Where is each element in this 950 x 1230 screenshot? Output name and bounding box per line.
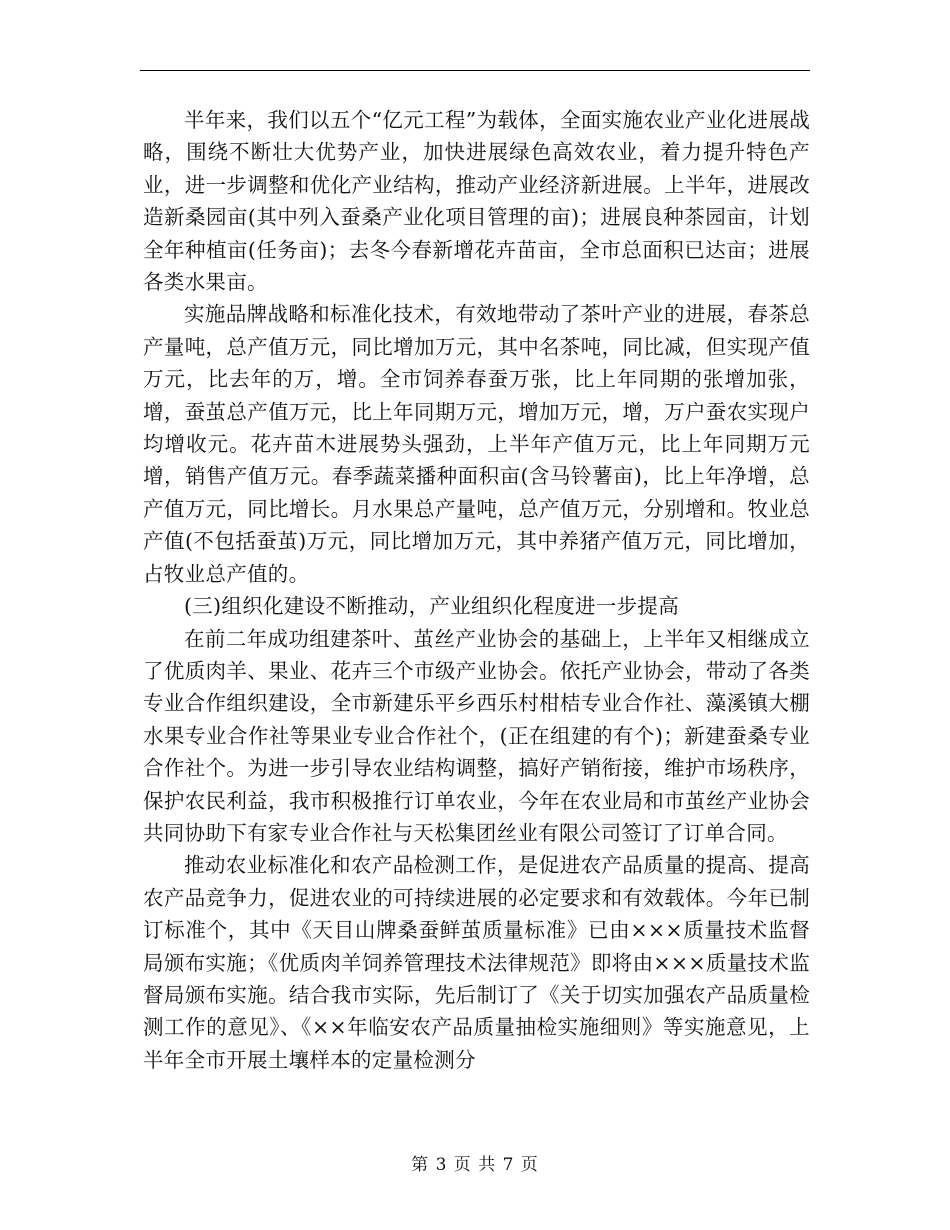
- page-footer: [0, 1153, 950, 1177]
- paragraph-1: 半年来，我们以五个“亿元工程”为载体，全面实施农业产业化进展战略，围绕不断壮大优势产业，加快进展绿色高效农业，着力提升特色产业，进一步调整和优化产业结构，推动产业经济新进展。上半年，进展改造新桑园亩(其中列入蚕桑产业化项目管理的亩)；进展良种茶园亩，计划全年种植亩(任务亩)；去冬今春新增花卉苗亩，全市总面积已达亩；进展各类水果亩。: [143, 108, 810, 295]
- footer-suffix: 页: [520, 1155, 539, 1175]
- footer-middle: 页 共: [453, 1155, 497, 1175]
- footer-prefix: 第: [411, 1155, 430, 1175]
- document-body: [143, 104, 810, 1076]
- paragraph-3: 在前二年成功组建茶叶、茧丝产业协会的基础上，上半年又相继成立了优质肉羊、果业、花卉三个市级产业协会。依托产业协会，带动了各类专业合作组织建设，全市新建乐平乡西乐村柑桔专业合作社、藻溪镇大棚水果专业合作社等果业专业合作社个，(正在组建的有个)；新建蚕桑专业合作社个。为进一步引导农业结构调整，搞好产销衔接，维护市场秩序，保护农民利益，我市积极推行订单农业，今年在农业局和市茧丝产业协会共同协助下有家专业合作社与天松集团丝业有限公司签订了订单合同。: [143, 626, 810, 845]
- paragraph-2: 实施品牌战略和标准化技术，有效地带动了茶叶产业的进展，春茶总产量吨，总产值万元，同比增加万元，其中名茶吨，同比减，但实现产值万元，比去年的万，增。全市饲养春蚕万张，比上年同期的张增加张，增，蚕茧总产值万元，比上年同期万元，增加万元，增，万户蚕农实现户均增收元。花卉苗木进展势头强劲，上半年产值万元，比上年同期万元增，销售产值万元。春季蔬菜播种面积亩(含马铃薯亩)，比上年净增，总产值万元，同比增长。月水果总产量吨，总产值万元，分别增和。牧业总产值(不包括蚕茧)万元，同比增加万元，其中养猪产值万元，同比增加，占牧业总产值的。: [143, 302, 810, 586]
- paragraph-4: 推动农业标准化和农产品检测工作，是促进农产品质量的提高、提高农产品竞争力，促进农业的可持续进展的必定要求和有效载体。今年已制订标准个，其中《天目山牌桑蚕鲜茧质量标准》已由×××质量技术监督局颁布实施；《优质肉羊饲养管理技术法律规范》即将由×××质量技术监督局颁布实施。结合我市实际，先后制订了《关于切实加强农产品质量检测工作的意见》、《××年临安农产品质量抽检实施细则》等实施意见，上半年全市开展土壤样本的定量检测分: [143, 853, 810, 1072]
- footer-current-page: 3: [435, 1155, 448, 1175]
- header-rule: [140, 70, 810, 71]
- footer-total-pages: 7: [502, 1155, 515, 1175]
- section-heading: (三)组织化建设不断推动，产业组织化程度进一步提高: [184, 594, 679, 619]
